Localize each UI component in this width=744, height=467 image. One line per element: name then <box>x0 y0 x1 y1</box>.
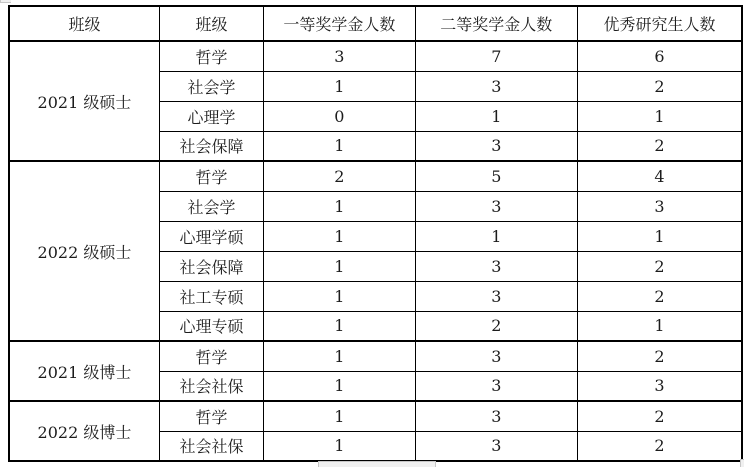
excellent-student-cell: 4 <box>578 161 742 191</box>
second-prize-cell: 2 <box>415 311 577 341</box>
first-prize-cell: 1 <box>264 371 415 401</box>
major-cell: 心理学 <box>159 101 263 131</box>
second-prize-cell: 3 <box>415 431 577 461</box>
second-prize-cell: 1 <box>415 221 577 251</box>
major-cell: 社会社保 <box>159 371 263 401</box>
excellent-student-cell: 2 <box>578 131 742 161</box>
first-prize-cell: 1 <box>264 341 415 371</box>
major-cell: 社会保障 <box>159 251 263 281</box>
major-cell: 社会学 <box>159 71 263 101</box>
second-prize-cell: 1 <box>415 101 577 131</box>
major-cell: 哲学 <box>159 401 263 431</box>
first-prize-cell: 1 <box>264 131 415 161</box>
second-prize-cell: 3 <box>415 341 577 371</box>
crop-artifact-bottom-right <box>740 459 744 467</box>
second-prize-cell: 3 <box>415 251 577 281</box>
excellent-student-cell: 2 <box>578 431 742 461</box>
table-row <box>9 161 742 191</box>
second-prize-cell: 5 <box>415 161 577 191</box>
class-group-cell: 2021 级博士 <box>9 341 159 401</box>
major-cell: 社会学 <box>159 191 263 221</box>
major-cell: 哲学 <box>159 161 263 191</box>
excellent-student-cell: 1 <box>578 101 742 131</box>
excellent-student-cell: 2 <box>578 71 742 101</box>
class-group-cell: 2022 级硕士 <box>9 161 159 341</box>
first-prize-cell: 1 <box>264 401 415 431</box>
second-prize-cell: 3 <box>415 401 577 431</box>
major-cell: 哲学 <box>159 41 263 71</box>
first-prize-cell: 1 <box>264 71 415 101</box>
crop-artifact-top-left <box>0 0 11 3</box>
second-prize-cell: 3 <box>415 371 577 401</box>
major-cell: 社工专硕 <box>159 281 263 311</box>
major-cell: 哲学 <box>159 341 263 371</box>
first-prize-cell: 1 <box>264 311 415 341</box>
table-header-row <box>9 6 742 41</box>
crop-artifact-bottom-center <box>318 461 436 467</box>
major-cell: 心理学硕 <box>159 221 263 251</box>
major-cell: 社会保障 <box>159 131 263 161</box>
excellent-student-cell: 1 <box>578 221 742 251</box>
second-prize-cell: 3 <box>415 191 577 221</box>
table-row <box>9 341 742 371</box>
first-prize-cell: 1 <box>264 191 415 221</box>
header-second-prize-count: 二等奖学金人数 <box>415 6 577 41</box>
excellent-student-cell: 6 <box>578 41 742 71</box>
excellent-student-cell: 2 <box>578 251 742 281</box>
excellent-student-cell: 1 <box>578 311 742 341</box>
header-class-group: 班级 <box>9 6 159 41</box>
first-prize-cell: 0 <box>264 101 415 131</box>
second-prize-cell: 3 <box>415 71 577 101</box>
second-prize-cell: 3 <box>415 131 577 161</box>
class-group-cell: 2021 级硕士 <box>9 41 159 161</box>
first-prize-cell: 1 <box>264 431 415 461</box>
first-prize-cell: 1 <box>264 281 415 311</box>
excellent-student-cell: 2 <box>578 401 742 431</box>
class-group-cell: 2022 级博士 <box>9 401 159 461</box>
major-cell: 心理专硕 <box>159 311 263 341</box>
header-excellent-count: 优秀研究生人数 <box>578 6 742 41</box>
table-body <box>9 41 742 461</box>
second-prize-cell: 3 <box>415 281 577 311</box>
first-prize-cell: 1 <box>264 251 415 281</box>
scholarship-award-table <box>8 5 743 462</box>
header-first-prize-count: 一等奖学金人数 <box>264 6 415 41</box>
second-prize-cell: 7 <box>415 41 577 71</box>
first-prize-cell: 1 <box>264 221 415 251</box>
first-prize-cell: 2 <box>264 161 415 191</box>
excellent-student-cell: 2 <box>578 281 742 311</box>
table-row <box>9 41 742 71</box>
first-prize-cell: 3 <box>264 41 415 71</box>
excellent-student-cell: 3 <box>578 371 742 401</box>
excellent-student-cell: 2 <box>578 341 742 371</box>
excellent-student-cell: 3 <box>578 191 742 221</box>
header-class: 班级 <box>159 6 263 41</box>
major-cell: 社会社保 <box>159 431 263 461</box>
table-row <box>9 401 742 431</box>
